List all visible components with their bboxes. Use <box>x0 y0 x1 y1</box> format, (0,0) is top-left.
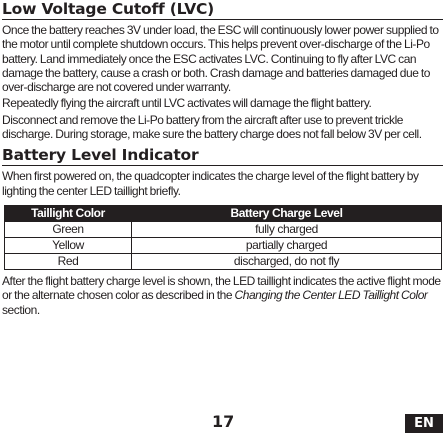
lvc-paragraph-2: Repeatedly flying the aircraft until LVC activates will damage the flight battery. <box>2 96 372 111</box>
page-footer <box>0 412 447 434</box>
page-number: 17 <box>212 412 235 431</box>
table-cell: Green <box>5 221 132 237</box>
table-header-row <box>5 205 442 221</box>
table-cell: fully charged <box>132 221 442 237</box>
lvc-section <box>2 0 443 141</box>
battery-indicator-heading: Battery Level Indicator <box>2 146 199 165</box>
table-cell: Red <box>5 253 132 269</box>
battery-level-table <box>4 205 442 270</box>
table-header-cell: Taillight Color <box>5 205 132 221</box>
lvc-paragraph-3: Disconnect and remove the Li-Po battery from the aircraft after use to prevent trickle discharge. During storage, make sure the battery charge does not fall below 3V per cell. <box>2 112 422 142</box>
table-cell: partially charged <box>132 237 442 253</box>
table-row <box>5 221 442 237</box>
heading-rule <box>2 19 443 20</box>
battery-indicator-paragraph-2 <box>2 274 443 317</box>
paragraph-text: After the flight battery charge level is shown, the LED taillight indicates the active flight mode or the alternate chosen color as described in the <box>2 273 441 303</box>
section-reference: Changing the Center LED Taillight Color <box>234 288 428 303</box>
table-header-cell: Battery Charge Level <box>132 205 442 221</box>
table-row <box>5 253 442 269</box>
battery-indicator-paragraph-1: When first powered on, the quadcopter indicates the charge level of the flight battery by lighting the center LED taillight briefly. <box>2 169 419 198</box>
lvc-heading: Low Voltage Cutoff (LVC) <box>2 0 215 18</box>
manual-page <box>2 0 443 319</box>
battery-indicator-section <box>2 146 443 316</box>
heading-rule <box>2 165 443 166</box>
table-cell: discharged, do not fly <box>132 253 442 269</box>
table-cell: Yellow <box>5 237 132 253</box>
table-row <box>5 237 442 253</box>
paragraph-text: section. <box>2 302 40 317</box>
language-badge: EN <box>405 414 443 433</box>
lvc-paragraph-1: Once the battery reaches 3V under load, the ESC will continuously lower power supplied to the motor until complete shutdown occurs. This helps prevent over-discharge of the Li-Po battery. Land immediately once the ESC activates LVC. Continuing to fly after LVC can damage the battery, cause a crash or both. Crash damage and batteries damaged due to over-discharge are not covered under warranty. <box>2 23 439 95</box>
